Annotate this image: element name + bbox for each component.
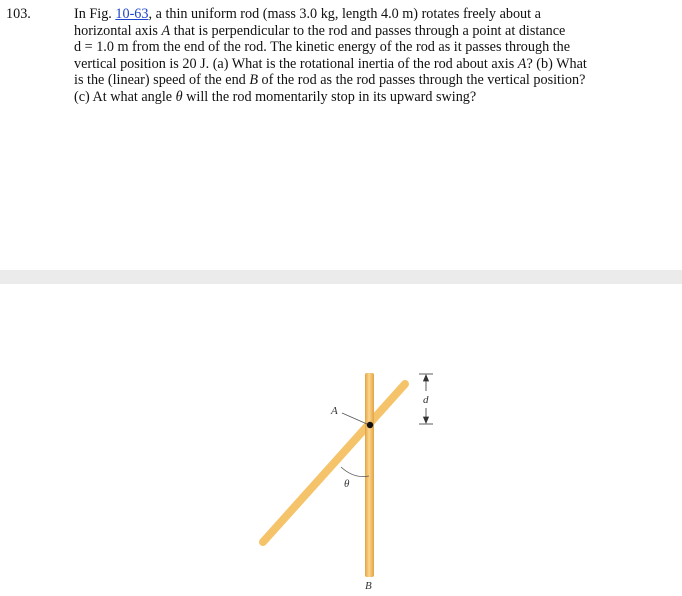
problem-line-5: is the (linear) speed of the end B of the rod as the rod passes through the vertical position?	[74, 72, 586, 89]
pivot-axis-point	[367, 422, 373, 428]
rod-diagram	[0, 284, 682, 596]
vertical-rod	[365, 373, 374, 577]
problem-line-1: In Fig. 10-63, a thin uniform rod (mass 3.0 kg, length 4.0 m) rotates freely about a	[74, 6, 541, 22]
problem-line-2: horizontal axis A that is perpendicular to the rod and passes through a point at distance	[74, 22, 566, 39]
axis-leader-line	[342, 413, 367, 424]
problem-line-6: (c) At what angle θ will the rod momentarily stop in its upward swing?	[74, 88, 477, 105]
section-divider	[0, 270, 682, 284]
axis-label: A	[331, 405, 338, 417]
angle-label: θ	[344, 478, 350, 490]
figure-link[interactable]: 10-63	[115, 6, 149, 22]
angle-arc	[341, 467, 369, 477]
problem-number: 103.	[6, 6, 31, 22]
rod-end-label: B	[365, 580, 372, 592]
problem-line-4: vertical position is 20 J. (a) What is the rotational inertia of the rod about axis A? (b) What	[74, 55, 587, 72]
distance-label: d	[423, 394, 429, 406]
problem-body	[74, 6, 587, 106]
problem-line-3: d = 1.0 m from the end of the rod. The kinetic energy of the rod as it passes through the	[74, 39, 571, 56]
rod-figure	[0, 284, 682, 596]
